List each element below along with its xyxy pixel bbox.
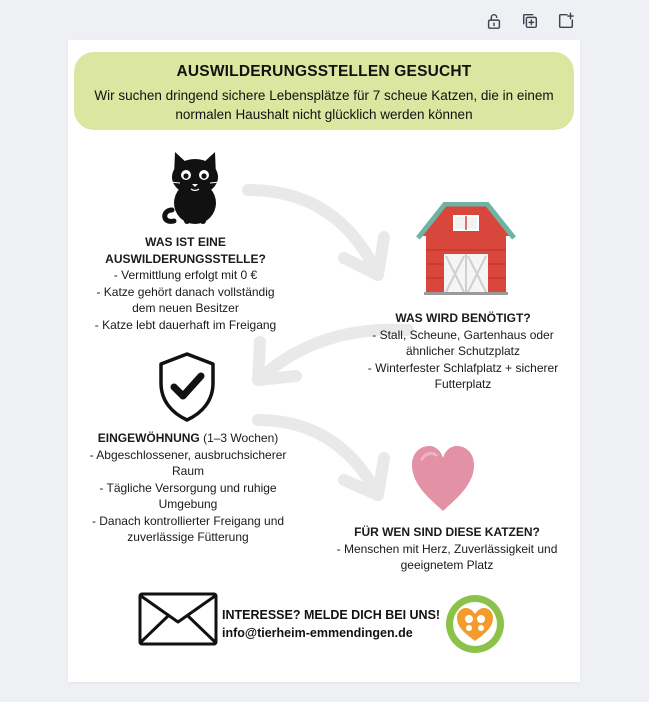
lock-button[interactable] <box>483 10 505 32</box>
section-needed-heading: WAS WIRD BENÖTIGT? <box>395 311 531 325</box>
contact-block <box>222 606 440 642</box>
section-who <box>318 524 576 574</box>
section-adapt-duration: (1–3 Wochen) <box>199 431 279 445</box>
section-needed-item: ähnlicher Schutzplatz <box>405 344 521 358</box>
banner-title: AUSWILDERUNGSSTELLEN GESUCHT <box>176 63 472 80</box>
barn-icon <box>416 202 516 296</box>
section-who-heading: FÜR WEN SIND DIESE KATZEN? <box>354 525 540 539</box>
design-page[interactable] <box>68 40 580 682</box>
section-adapt-item: zuverlässige Fütterung <box>127 530 249 544</box>
section-what-item: dem neuen Besitzer <box>132 301 239 315</box>
section-adapt-item: Umgebung <box>158 497 218 511</box>
add-page-button[interactable] <box>555 10 577 32</box>
arrow-2-head <box>258 342 296 380</box>
contact-headline: INTERESSE? MELDE DICH BEI UNS! <box>222 608 441 622</box>
section-needed <box>356 310 570 393</box>
duplicate-icon <box>521 12 539 30</box>
section-needed-item: - Stall, Scheune, Gartenhaus oder <box>372 327 554 342</box>
cat-icon <box>162 148 228 224</box>
section-what-heading-1: WAS IST EINE <box>145 235 226 249</box>
header-banner <box>74 52 574 130</box>
section-what-item: - Katze lebt dauerhaft im Freigang <box>94 317 277 332</box>
page-toolbar <box>483 10 577 32</box>
section-adapt-item: Raum <box>171 464 204 478</box>
section-what-heading-2: AUSWILDERUNGSSTELLE? <box>105 251 266 266</box>
contact-email[interactable]: info@tierheim-emmendingen.de <box>222 626 413 640</box>
section-adapt-item: - Tägliche Versorgung und ruhige <box>99 480 277 495</box>
section-who-item: - Menschen mit Herz, Zuverlässigkeit und <box>336 541 558 556</box>
section-adapt-item: - Abgeschlossener, ausbruchsicherer <box>89 447 287 462</box>
section-adapt-item: - Danach kontrollierter Freigang und <box>91 513 285 528</box>
arrow-1-head <box>344 237 384 275</box>
lock-open-icon <box>485 12 503 30</box>
banner-subtitle: Wir suchen dringend sichere Lebensplätze für 7 scheue Katzen, die in einem normalen Haushalt nicht glücklich werden können <box>94 88 554 122</box>
section-needed-item: Futterplatz <box>434 377 492 391</box>
envelope-icon <box>138 592 218 646</box>
section-needed-item: - Winterfester Schlafplatz + sicherer <box>367 360 559 375</box>
section-adaptation <box>73 430 303 546</box>
section-adapt-heading: EINGEWÖHNUNG <box>97 431 200 445</box>
add-page-icon <box>557 12 575 30</box>
section-who-item: geeignetem Platz <box>400 558 494 572</box>
tierheim-logo-icon <box>444 593 506 655</box>
duplicate-page-button[interactable] <box>519 10 541 32</box>
shield-check-icon <box>156 351 218 423</box>
arrow-3-head <box>344 458 384 495</box>
heart-icon <box>408 443 478 515</box>
section-what-item: - Vermittlung erfolgt mit 0 € <box>113 268 258 282</box>
section-what-is <box>78 234 293 333</box>
section-what-item: - Katze gehört danach vollständig <box>96 284 275 299</box>
section-adapt-heading-line <box>73 430 303 447</box>
